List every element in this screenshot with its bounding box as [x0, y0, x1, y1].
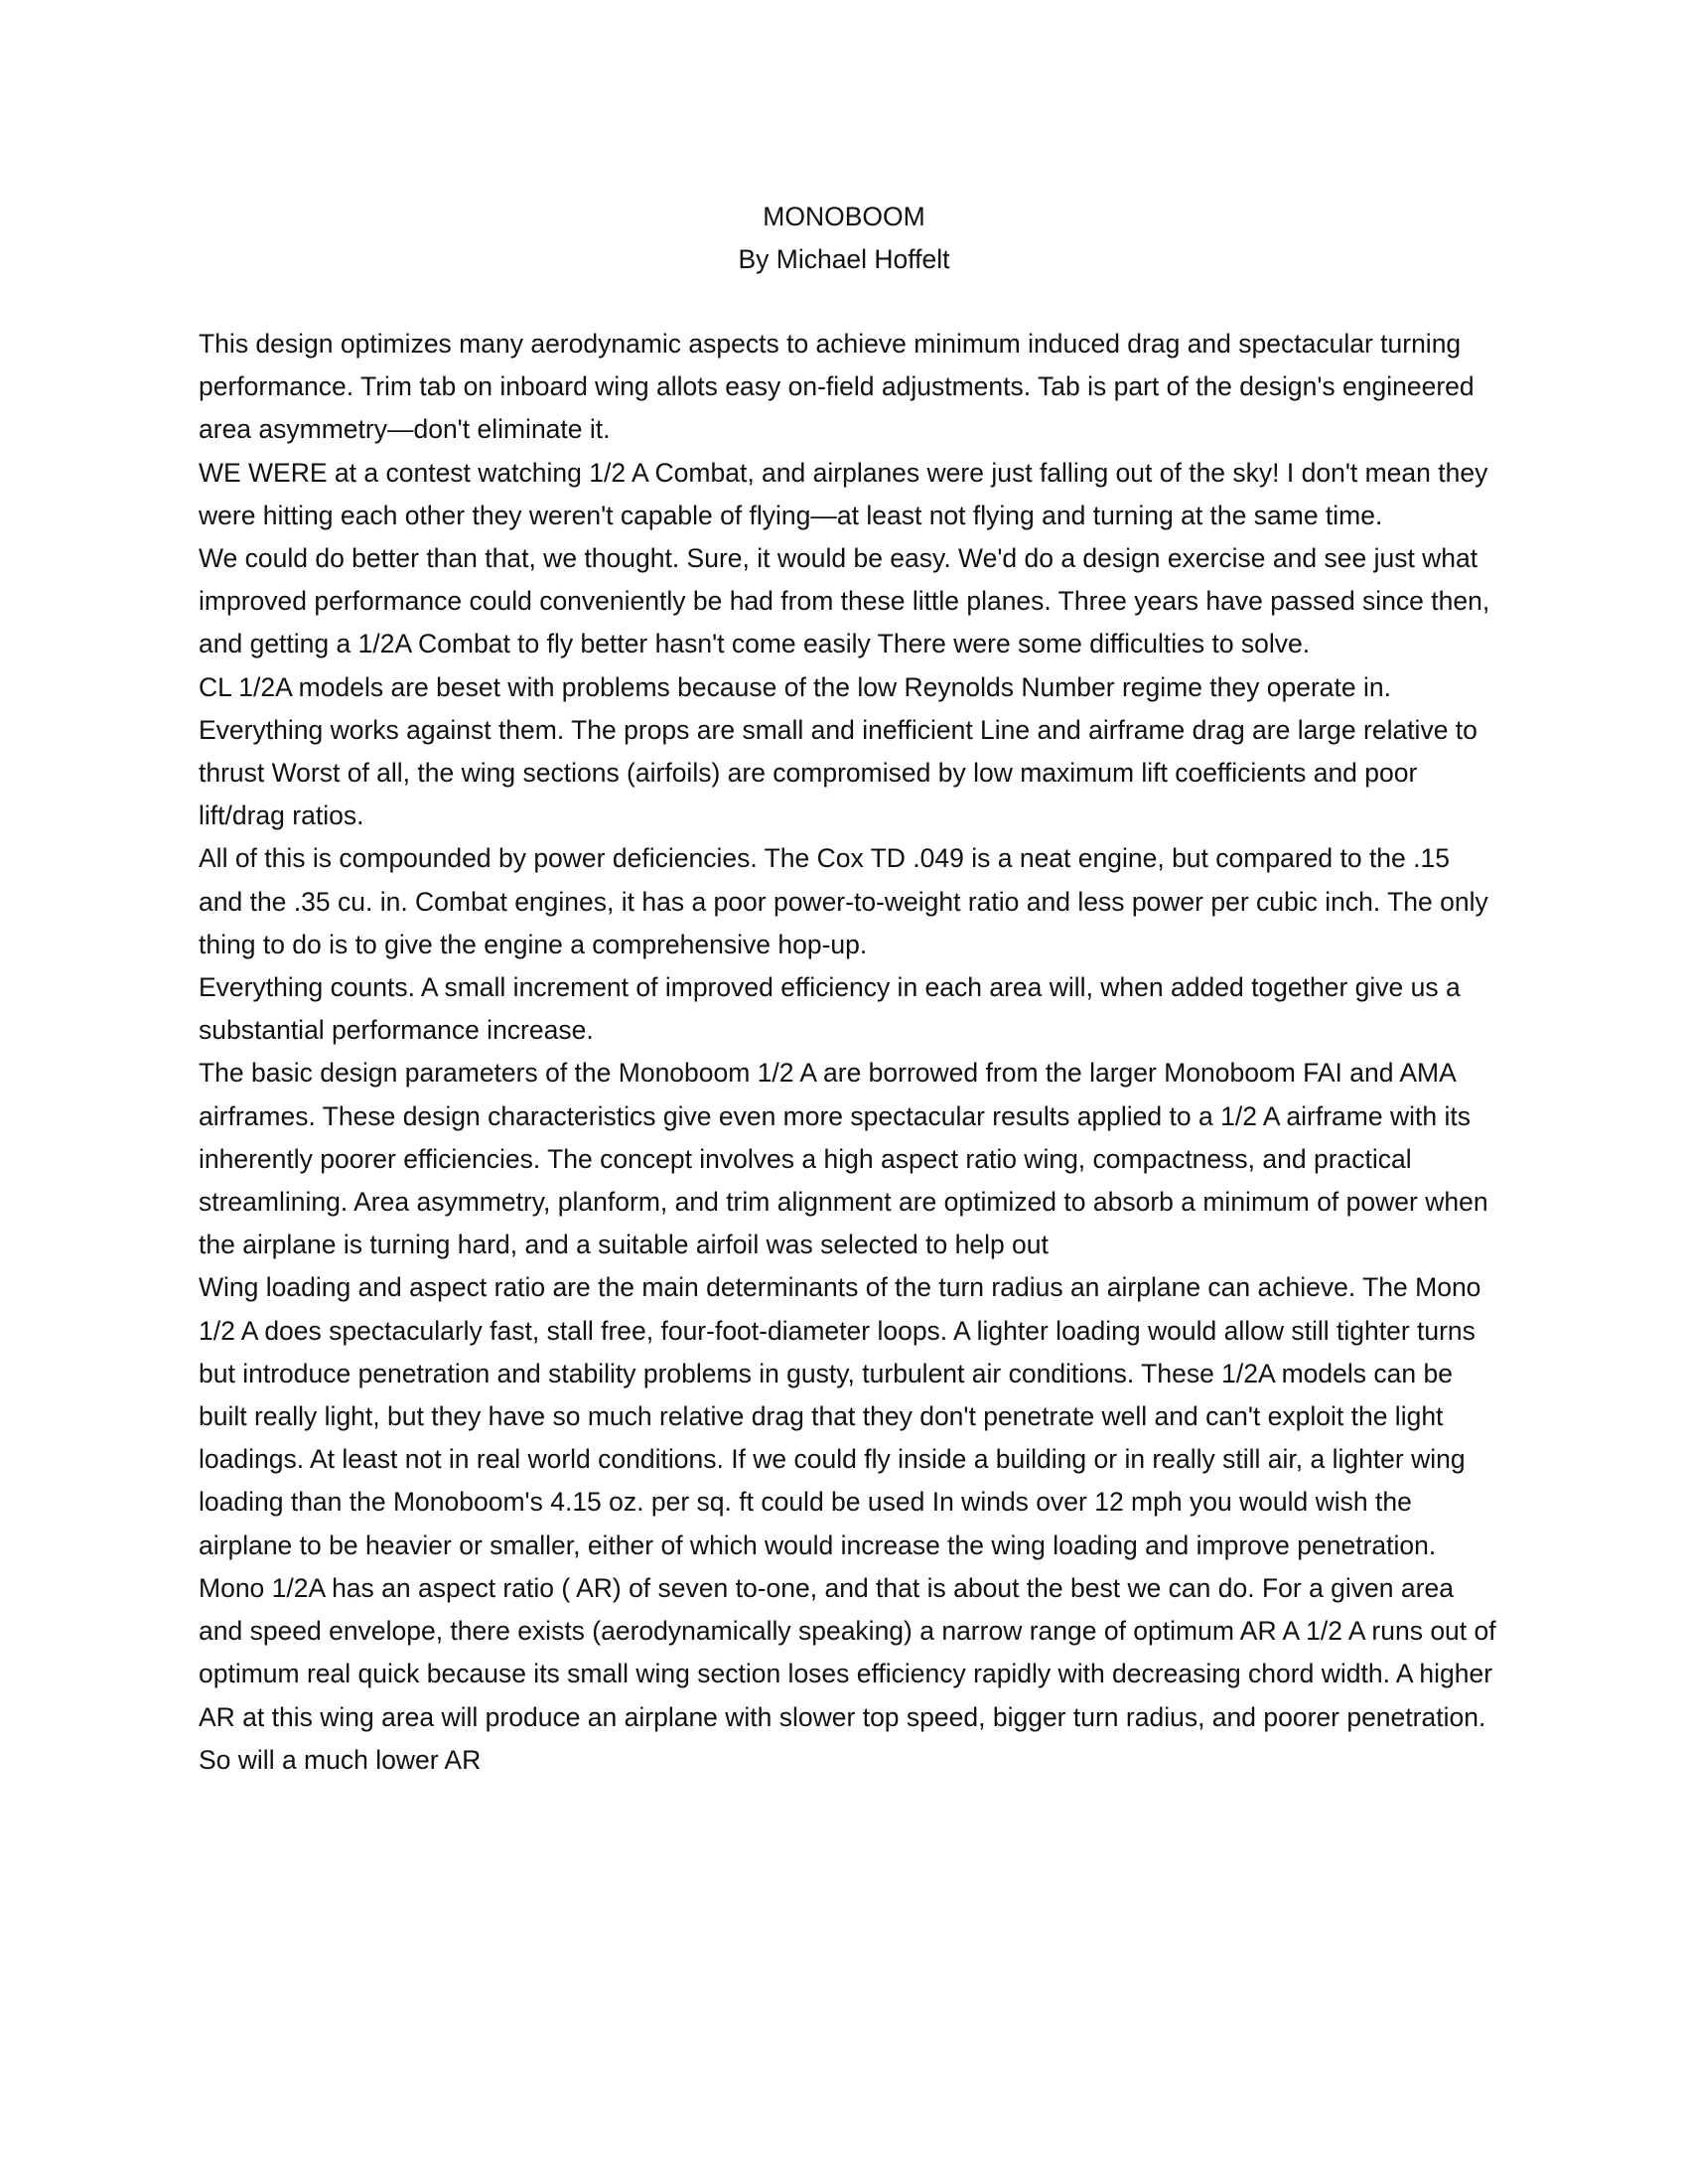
paragraph-1: This design optimizes many aerodynamic aspects to achieve minimum induced drag and spectacular turning performance. Trim tab on inboard wing allots easy on-field adjustments. Tab is part of the design's engineered area asymmetry—don't eliminate it. [199, 329, 1475, 445]
paragraph-2: WE WERE at a contest watching 1/2 A Combat, and airplanes were just falling out of the sky! I don't mean they were hitting each other they weren't capable of flying—at least not flying and turning at the same time. [199, 457, 1488, 530]
document-byline: By Michael Hoffelt [738, 244, 950, 274]
paragraph-8: Wing loading and aspect ratio are the main determinants of the turn radius an airplane can achieve. The Mono 1/2 A does spectacularly fast, stall free, four-foot-diameter loops. A lighter loading would allow still tighter turns but introduce penetration and stability problems in gusty, turbulent air conditions. These 1/2A models can be built really light, but they have so much relative drag that they don't penetrate well and can't exploit the light loadings. At least not in real world conditions. If we could fly inside a building or in really still air, a lighter wing loading than the Monoboom's 4.15 oz. per sq. ft could be used In winds over 12 mph you would wish the airplane to be heavier or smaller, either of which would increase the wing loading and improve penetration. [199, 1272, 1481, 1560]
paragraph-3: We could do better than that, we thought. Sure, it would be easy. We'd do a design exercise and see just what improved performance could conveniently be had from these little planes. Three years have passed since then, and getting a 1/2A Combat to fly better hasn't come easily There were some difficulties to solve. [199, 543, 1490, 659]
paragraph-7: The basic design parameters of the Monoboom 1/2 A are borrowed from the larger Monoboom FAI and AMA airframes. These design characteristics give even more spectacular results applied to a 1/2 A airframe with its inherently poorer efficiencies. The concept involves a high aspect ratio wing, compactness, and practical streamlining. Area asymmetry, planform, and trim alignment are optimized to absorb a minimum of power when the airplane is turning hard, and a suitable airfoil was selected to help out [199, 1058, 1488, 1260]
article-body [199, 323, 1499, 1782]
paragraph-4: CL 1/2A models are beset with problems because of the low Reynolds Number regime they operate in. Everything works against them. The props are small and inefficient Line and airframe drag are large relative to thrust Worst of all, the wing sections (airfoils) are compromised by low maximum lift coefficients and poor lift/drag ratios. [199, 671, 1477, 831]
document-header [0, 196, 1688, 281]
document-title: MONOBOOM [763, 202, 925, 231]
paragraph-6: Everything counts. A small increment of improved efficiency in each area will, when added together give us a substantial performance increase. [199, 972, 1461, 1046]
paragraph-5: All of this is compounded by power deficiencies. The Cox TD .049 is a neat engine, but compared to the .15 and the .35 cu. in. Combat engines, it has a poor power-to-weight ratio and less power per cubic inch. The only thing to do is to give the engine a comprehensive hop-up. [199, 843, 1488, 959]
paragraph-9: Mono 1/2A has an aspect ratio ( AR) of seven to-one, and that is about the best we can do. For a given area and speed envelope, there exists (aerodynamically speaking) a narrow range of optimum AR A 1/2 A runs out of optimum real quick because its small wing section loses efficiency rapidly with decreasing chord width. A higher AR at this wing area will produce an airplane with slower top speed, bigger turn radius, and poorer penetration. So will a much lower AR [199, 1572, 1496, 1775]
